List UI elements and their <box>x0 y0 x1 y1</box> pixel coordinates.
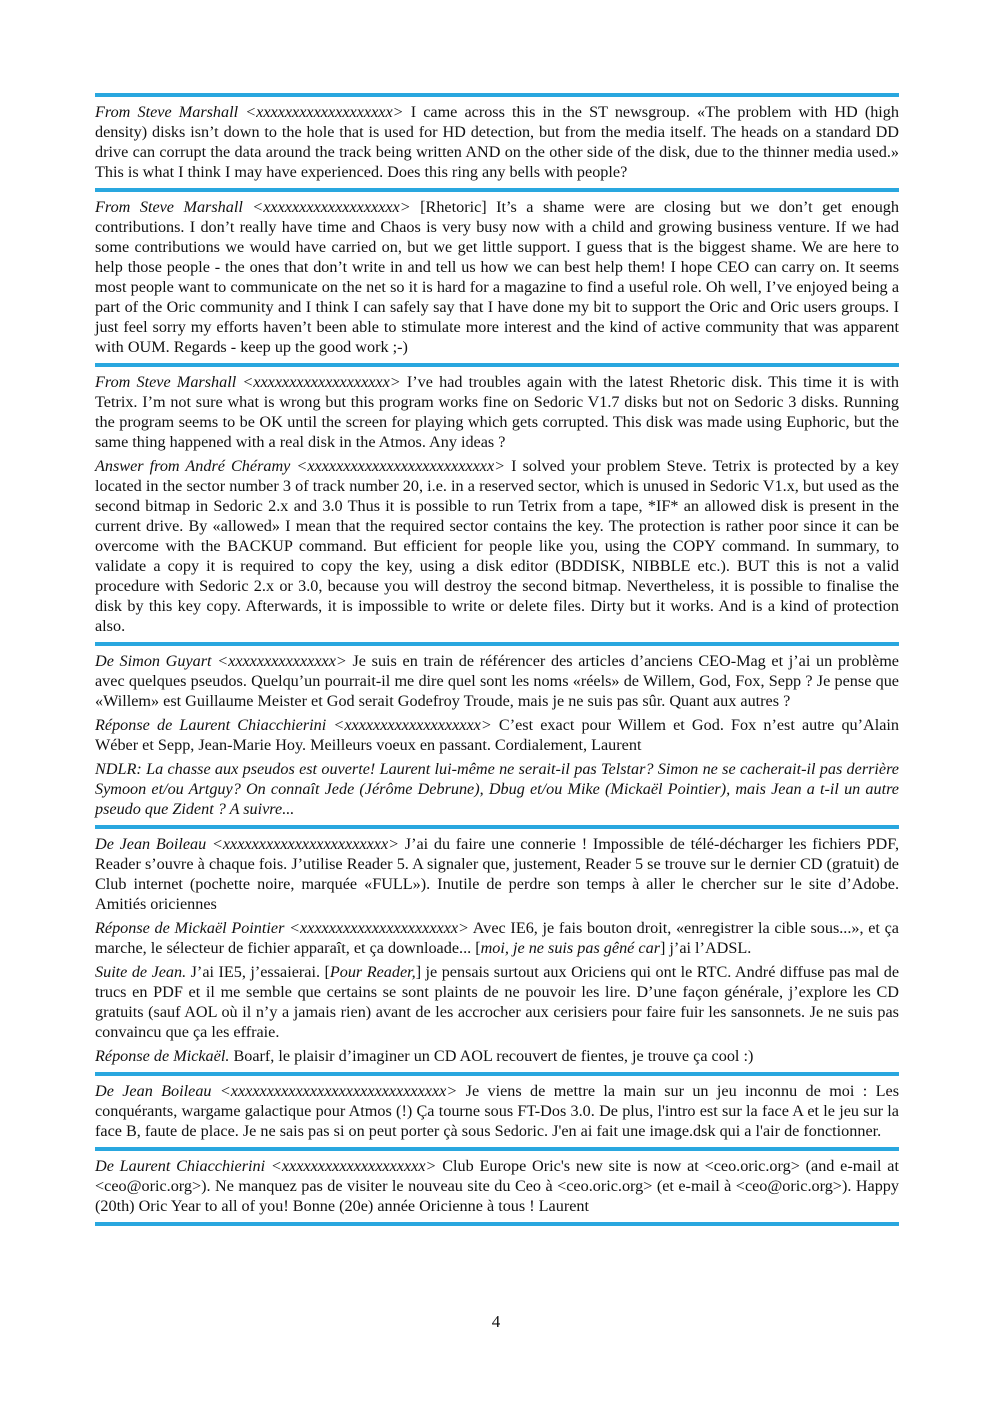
reply-text: Boarf, le plaisir d’imaginer un CD AOL recouvert de fientes, je trouve ça cool :) <box>229 1047 754 1065</box>
newsletter-page <box>95 93 899 1226</box>
reply-text-continued: ] j’ai l’ADSL. <box>660 939 752 957</box>
reply-paragraph <box>95 456 899 636</box>
message-sender: From Steve Marshall <xxxxxxxxxxxxxxxxxxx> <box>95 373 401 391</box>
message-paragraph <box>95 197 899 357</box>
reply-text: I solved your problem Steve. Tetrix is protected by a key located in the sector number 3 of track number 20, i.e. in a reserved sector, which is unused in Sedoric V1.x, but used as the second bitmap in Sedoric 2.x and 3.0 Thus it is possible to run Tetrix from a tape, *IF* an allowed disk is present in the current drive. By «allowed» I mean that the required sector contains the key. The protection is rather poor since it can be overcome with the BACKUP command. But efficient for people like you, using the COPY command. In summary, to validate a copy it is required to copy the key, using a disk editor (BDDISK, NIBBLE etc.). BUT this is not a valid procedure with Sedoric 2.x or 3.0, because you will destroy the second bitmap. Nevertheless, it is possible to finalise the disk by this key copy. Afterwards, it is impossible to write or delete files. Dirty but it works. And is a kind of protection also. <box>95 457 899 635</box>
message-sender: From Steve Marshall <xxxxxxxxxxxxxxxxxxx> <box>95 103 404 121</box>
message-text: J’ai du faire une connerie ! Impossible de télé-décharger les fichiers PDF, Reader s’ouvre à chaque fois. J’utilise Reader 5. A signaler que, justement, Reader 5 se trouve sur le dernier CD (gratuit) de Club internet (pochette noire, marquée «FULL»). Inutile de perdre son temps à aller le chercher sur le site d’Adobe. Amitiés oriciennes <box>95 835 899 913</box>
message-thread <box>95 1151 899 1222</box>
reply-aside: moi, je ne suis pas gêné car <box>480 939 660 957</box>
reply-sender: Réponse de Laurent Chiacchierini <xxxxxxxxxxxxxxxxxxx> <box>95 716 492 734</box>
message-paragraph <box>95 834 899 914</box>
message-sender: De Jean Boileau <xxxxxxxxxxxxxxxxxxxxxxxxxxxxxx> <box>95 1082 458 1100</box>
message-thread <box>95 646 899 825</box>
message-text: [Rhetoric] It’s a shame were are closing but we don’t get enough contributions. I don’t really have time and Chaos is very busy now with a child and growing business venture. If we had some contributions we would have carried on, but we get little support. I guess that is the biggest shame. We are here to help those people - the ones that don’t write in and tell us how we can best help them! I hope CEO can carry on. It seems most people want to communicate on the net so it is hard for a magazine to find a useful role. Oh well, I’ve enjoyed being a part of the Oric community and I think I can safely say that I have done my bit to support the Oric and Oric users groups. I just feel sorry my efforts haven’t been able to stimulate more interest and the kind of active community that was apparent with OUM. Regards - keep up the good work ;-) <box>95 198 899 356</box>
message-thread <box>95 829 899 1072</box>
reply-sender: Réponse de Mickaël Pointier <xxxxxxxxxxxxxxxxxxxxxx> <box>95 919 469 937</box>
message-thread <box>95 367 899 642</box>
section-divider <box>95 1222 899 1226</box>
reply-sender: Suite de Jean. <box>95 963 187 981</box>
editor-note <box>95 759 899 819</box>
page-number: 4 <box>491 1312 501 1331</box>
reply-paragraph <box>95 918 899 958</box>
message-paragraph <box>95 1081 899 1141</box>
reply-text-continued: ] je pensais surtout aux Oriciens qui ont le RTC. André diffuse pas mal de trucs en PDF et il me semble que certains se sont plaints de ne pouvoir les lire. D’une façon générale, j’explore les CD gratuits (sauf AOL où il n’y a jamais rien) avant de les accrocher aux cerisiers pour faire fuir les sansonnets. Je ne suis pas convaincu que ça les effraie. <box>95 963 900 1041</box>
message-thread <box>95 1076 899 1147</box>
reply-paragraph <box>95 962 899 1042</box>
reply-text: J’ai IE5, j’essaierai. [ <box>186 963 330 981</box>
reply-sender: Réponse de Mickaël. <box>95 1047 230 1065</box>
message-paragraph <box>95 372 899 452</box>
message-sender: From Steve Marshall <xxxxxxxxxxxxxxxxxxx> <box>95 198 411 216</box>
message-text: I’ve had troubles again with the latest Rhetoric disk. This time it is with Tetrix. I’m not sure what is wrong but this program works fine on Sedoric V1.7 disks but not on Sedoric 3 disks. Running the program seems to be OK until the screen for playing which gets corrupted. This disk was made using Euphoric, but the same thing happened with a real disk in the Atmos. Any ideas ? <box>95 373 900 451</box>
message-sender: De Jean Boileau <xxxxxxxxxxxxxxxxxxxxxxx> <box>95 835 400 853</box>
message-paragraph <box>95 1156 899 1216</box>
message-thread <box>95 192 899 363</box>
message-thread <box>95 97 899 188</box>
reply-paragraph <box>95 1046 899 1066</box>
message-sender: De Simon Guyart <xxxxxxxxxxxxxxx> <box>95 652 347 670</box>
message-sender: De Laurent Chiacchierini <xxxxxxxxxxxxxxxxxxxx> <box>95 1157 437 1175</box>
reply-sender: Answer from André Chéramy <xxxxxxxxxxxxxxxxxxxxxxxxxx> <box>95 457 506 475</box>
message-text: Je suis en train de référencer des articles d’anciens CEO-Mag et j’ai un problème avec quelques pseudos. Quelqu’un pourrait-il me dire quel sont les noms «réels» de Willem, God, Fox, Sepp ? Je pense que «Willem» est Guillaume Meister et God serait Godefroy Troude, mais je ne suis pas sûr. Quant aux autres ? <box>95 652 899 710</box>
reply-text: Avec IE6, je fais bouton droit, «enregistrer la cible sous...», et ça marche, le sélecteur de fichier apparaît, et ça downloade... [ <box>95 919 899 957</box>
message-paragraph <box>95 651 899 711</box>
message-text: Club Europe Oric's new site is now at <ceo.oric.org> (and e-mail at <ceo@oric.org>). Ne manquez pas de visiter le nouveau site du Ceo à <ceo.oric.org> (et e-mail à <ceo@oric.org>). Happy (20th) Oric Year to all of you! Bonne (20e) année Oricienne à tous ! Laurent <box>95 1157 899 1215</box>
reply-text: C’est exact pour Willem et God. Fox n’est autre qu’Alain Wéber et Sepp, Jean-Marie Hoy. Meilleurs voeux en passant. Cordialement, Laurent <box>95 716 900 754</box>
editor-note-text: NDLR: La chasse aux pseudos est ouverte! Laurent lui-même ne serait-il pas Telstar? Simon ne se cacherait-il pas derrière Symoon et/ou Artguy? On connaît Jede (Jérôme Debrune), Dbug et/ou Mike (Mickaël Pointier), mais Jean a t-il un autre pseudo que Zident ? A suivre... <box>95 760 899 818</box>
message-text: I came across this in the ST newsgroup. «The problem with HD (high density) disks isn’t down to the hole that is used for HD detection, but from the media itself. The heads on a standard DD drive can corrupt the data around the track being written AND on the other side of the disk, due to the thinner media used.» This is what I think I may have experienced. Does this ring any bells with people? <box>95 103 899 181</box>
reply-aside: Pour Reader, <box>329 963 416 981</box>
reply-paragraph <box>95 715 899 755</box>
message-paragraph <box>95 102 899 182</box>
message-text: Je viens de mettre la main sur un jeu inconnu de moi : Les conquérants, wargame galactique pour Atmos (!) Ça tourne sous FT-Dos 3.0. De plus, l'intro est sur la face A et le jeu sur la face B, faute de place. Je ne sais pas si on peut porter çà sous Sedoric. J'en ai fait une image.dsk qui a l'air de fonctionner. <box>95 1082 899 1140</box>
